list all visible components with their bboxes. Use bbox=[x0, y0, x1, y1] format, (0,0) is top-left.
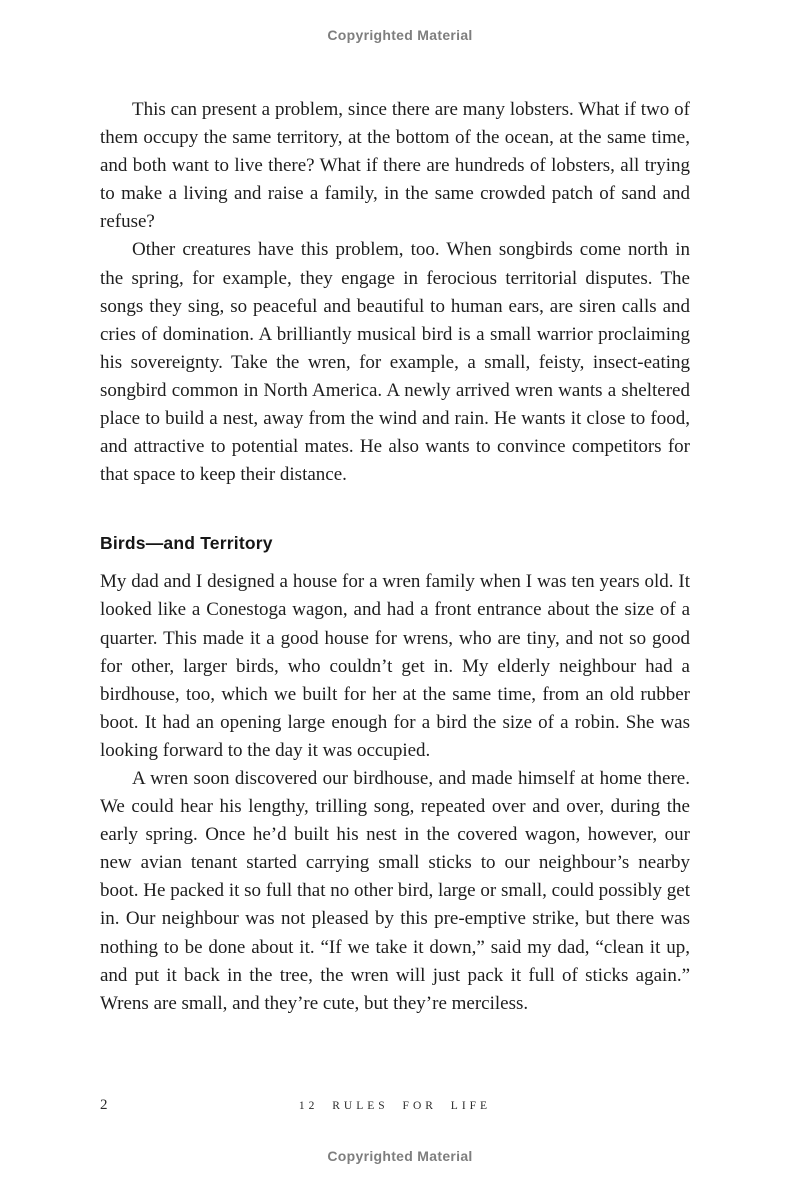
section-heading: Birds—and Territory bbox=[100, 533, 273, 554]
body-paragraph-songbirds: Other creatures have this problem, too. When songbirds come north in the spring, for example, they engage in ferocious territorial disputes. The songs they sing, so peaceful and beautiful to human ears, are siren calls and cries of domination. A brilliantly musical bird is a small warrior proclaiming his sovereignty. Take the wren, for example, a small, feisty, insect-eating songbird common in North America. A newly arrived wren wants a sheltered place to build a nest, away from the wind and rain. He wants it close to food, and attractive to potential mates. He also wants to convince competitors for that space to keep their distance. bbox=[100, 239, 690, 486]
body-paragraph-birdhouse: My dad and I designed a house for a wren family when I was ten years old. It looked like a Conestoga wagon, and had a front entrance about the size of a quarter. This made it a good house for wrens, who are tiny, and not so good for other, larger birds, who couldn’t get in. My elderly neighbour had a birdhouse, too, which we built for her at the same time, from an old rubber boot. It had an opening large enough for a bird the size of a robin. She was looking forward to the day it was occupied. bbox=[100, 571, 690, 761]
body-paragraph-wren: A wren soon discovered our birdhouse, and made himself at home there. We could hear his lengthy, trilling song, repeated over and over, during the early spring. Once he’d built his nest in the covered wagon, however, our new avian tenant started carrying small sticks to our neighbour’s nearby boot. He packed it so full that no other bird, large or small, could possibly get in. Our neighbour was not pleased by this pre-emptive strike, but there was nothing to be done about it. “If we take it down,” said my dad, “clean it up, and put it back in the tree, the wren will just pack it full of sticks again.” Wrens are small, and they’re cute, but they’re merciless. bbox=[100, 767, 690, 1014]
running-title: 12 RULES FOR LIFE bbox=[298, 1100, 492, 1112]
text-block bbox=[100, 96, 690, 1018]
body-paragraph-lobsters: This can present a problem, since there are many lobsters. What if two of them occupy the same territory, at the bottom of the ocean, at the same time, and both want to live there? What if there are hundreds of lobsters, all trying to make a living and raise a family, in the same crowded patch of sand and refuse? bbox=[100, 99, 690, 233]
copyright-notice-bottom: Copyrighted Material bbox=[327, 1148, 473, 1164]
page-number: 2 bbox=[100, 1097, 108, 1113]
copyright-notice-top: Copyrighted Material bbox=[327, 27, 473, 43]
page-footer bbox=[100, 1097, 690, 1119]
